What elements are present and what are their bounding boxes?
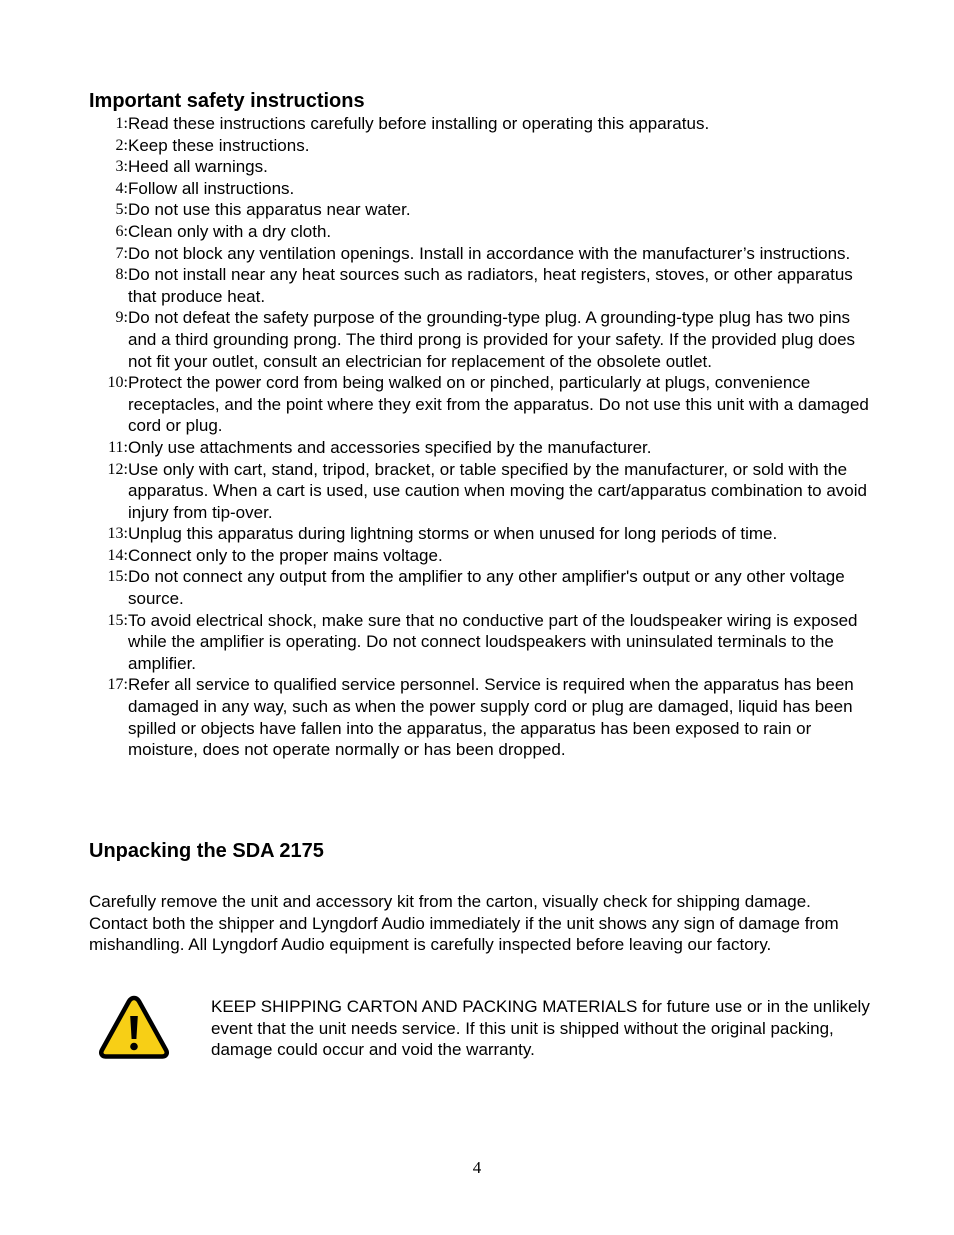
item-number: 5: — [115, 201, 128, 219]
list-item — [89, 264, 879, 307]
item-number: 11: — [108, 438, 128, 456]
list-item — [89, 674, 879, 760]
item-number: 6: — [115, 222, 128, 240]
list-item — [89, 372, 879, 437]
warning-text: KEEP SHIPPING CARTON AND PACKING MATERIALS for future use or in the unlikely event that the unit needs service. If this unit is shipped without the original packing, damage could occur and void the warranty. — [211, 997, 870, 1060]
item-text: Read these instructions carefully before installing or operating this apparatus. — [128, 114, 710, 133]
list-item — [89, 459, 879, 524]
exclamation-dot — [130, 1043, 138, 1051]
list-item — [89, 156, 879, 178]
item-number: 9: — [115, 309, 128, 327]
item-number: 14: — [107, 546, 128, 564]
page-number: 4 — [472, 1158, 482, 1177]
list-item — [89, 135, 879, 157]
item-number: 15: — [107, 611, 128, 629]
item-number: 10: — [107, 374, 128, 392]
item-number: 1: — [115, 115, 128, 132]
item-text: Do not defeat the safety purpose of the grounding-type plug. A grounding-type plug has two pins and a third grounding prong. The third prong is provided for your safety. If the provided plug does not fit your outlet, consult an electrician for replacement of the obsolete outlet. — [128, 308, 856, 371]
list-item — [89, 113, 879, 135]
item-text: Do not connect any output from the amplifier to any other amplifier's output or any other voltage source. — [128, 567, 845, 609]
item-number: 4: — [115, 179, 128, 197]
item-text: Use only with cart, stand, tripod, bracket, or table specified by the manufacturer, or sold with the apparatus. When a cart is used, use caution when moving the cart/apparatus combination to avoid injury from tip-over. — [128, 459, 867, 522]
item-text: Do not use this apparatus near water. — [128, 200, 411, 220]
list-item — [89, 243, 879, 265]
list-item — [89, 566, 879, 609]
unpacking-paragraph: Carefully remove the unit and accessory kit from the carton, visually check for shipping damage. Contact both the shipper and Lyngdorf Audio immediately if the unit shows any sign of damage from mishandling. All Lyngdorf Audio equipment is carefully inspected before leaving our factory. — [89, 892, 839, 955]
list-item — [89, 178, 879, 200]
item-text: Do not install near any heat sources such as radiators, heat registers, stoves, or other apparatus that produce heat. — [128, 265, 853, 306]
item-text: Heed all warnings. — [128, 157, 268, 177]
list-item — [89, 307, 879, 372]
item-number: 7: — [115, 244, 128, 262]
item-text: Protect the power cord from being walked on or pinched, particularly at plugs, convenience receptacles, and the point where they exit from the apparatus. Do not use this unit with a damaged cord or plug. — [128, 373, 869, 436]
item-number: 8: — [115, 266, 128, 284]
item-text: Only use attachments and accessories specified by the manufacturer. — [128, 437, 652, 457]
list-item — [89, 610, 879, 675]
list-item — [89, 437, 879, 459]
item-text: Unplug this apparatus during lightning storms or when unused for long periods of time. — [128, 524, 778, 544]
item-text: Refer all service to qualified service personnel. Service is required when the apparatus has been damaged in any way, such as when the power supply cord or plug are damaged, liquid has been spilled or objects have fallen into the apparatus, the apparatus has been exposed to rain or moisture, does not operate normally or has been dropped. — [128, 675, 854, 760]
safety-instructions-heading: Important safety instructions — [89, 90, 365, 112]
unpacking-heading: Unpacking the SDA 2175 — [89, 840, 324, 862]
safety-instructions-list — [89, 113, 879, 761]
warning-triangle-icon — [99, 995, 169, 1059]
item-number: 17: — [107, 676, 128, 694]
item-text: To avoid electrical shock, make sure that no conductive part of the loudspeaker wiring is exposed while the amplifier is operating. Do not connect loudspeakers with uninsulated terminals to the amplifier. — [128, 610, 858, 673]
list-item — [89, 523, 879, 545]
item-number: 3: — [115, 158, 128, 176]
list-item — [89, 545, 879, 567]
item-text: Do not block any ventilation openings. Install in accordance with the manufacturer’s instructions. — [128, 243, 851, 263]
item-text: Connect only to the proper mains voltage. — [128, 545, 443, 565]
item-number: 2: — [115, 136, 128, 154]
item-number: 13: — [107, 525, 128, 543]
item-text: Follow all instructions. — [128, 178, 295, 198]
list-item — [89, 199, 879, 221]
list-item — [89, 221, 879, 243]
item-text: Keep these instructions. — [128, 135, 310, 155]
item-number: 12: — [107, 460, 128, 478]
item-text: Clean only with a dry cloth. — [128, 221, 332, 241]
item-number: 15: — [107, 568, 128, 586]
